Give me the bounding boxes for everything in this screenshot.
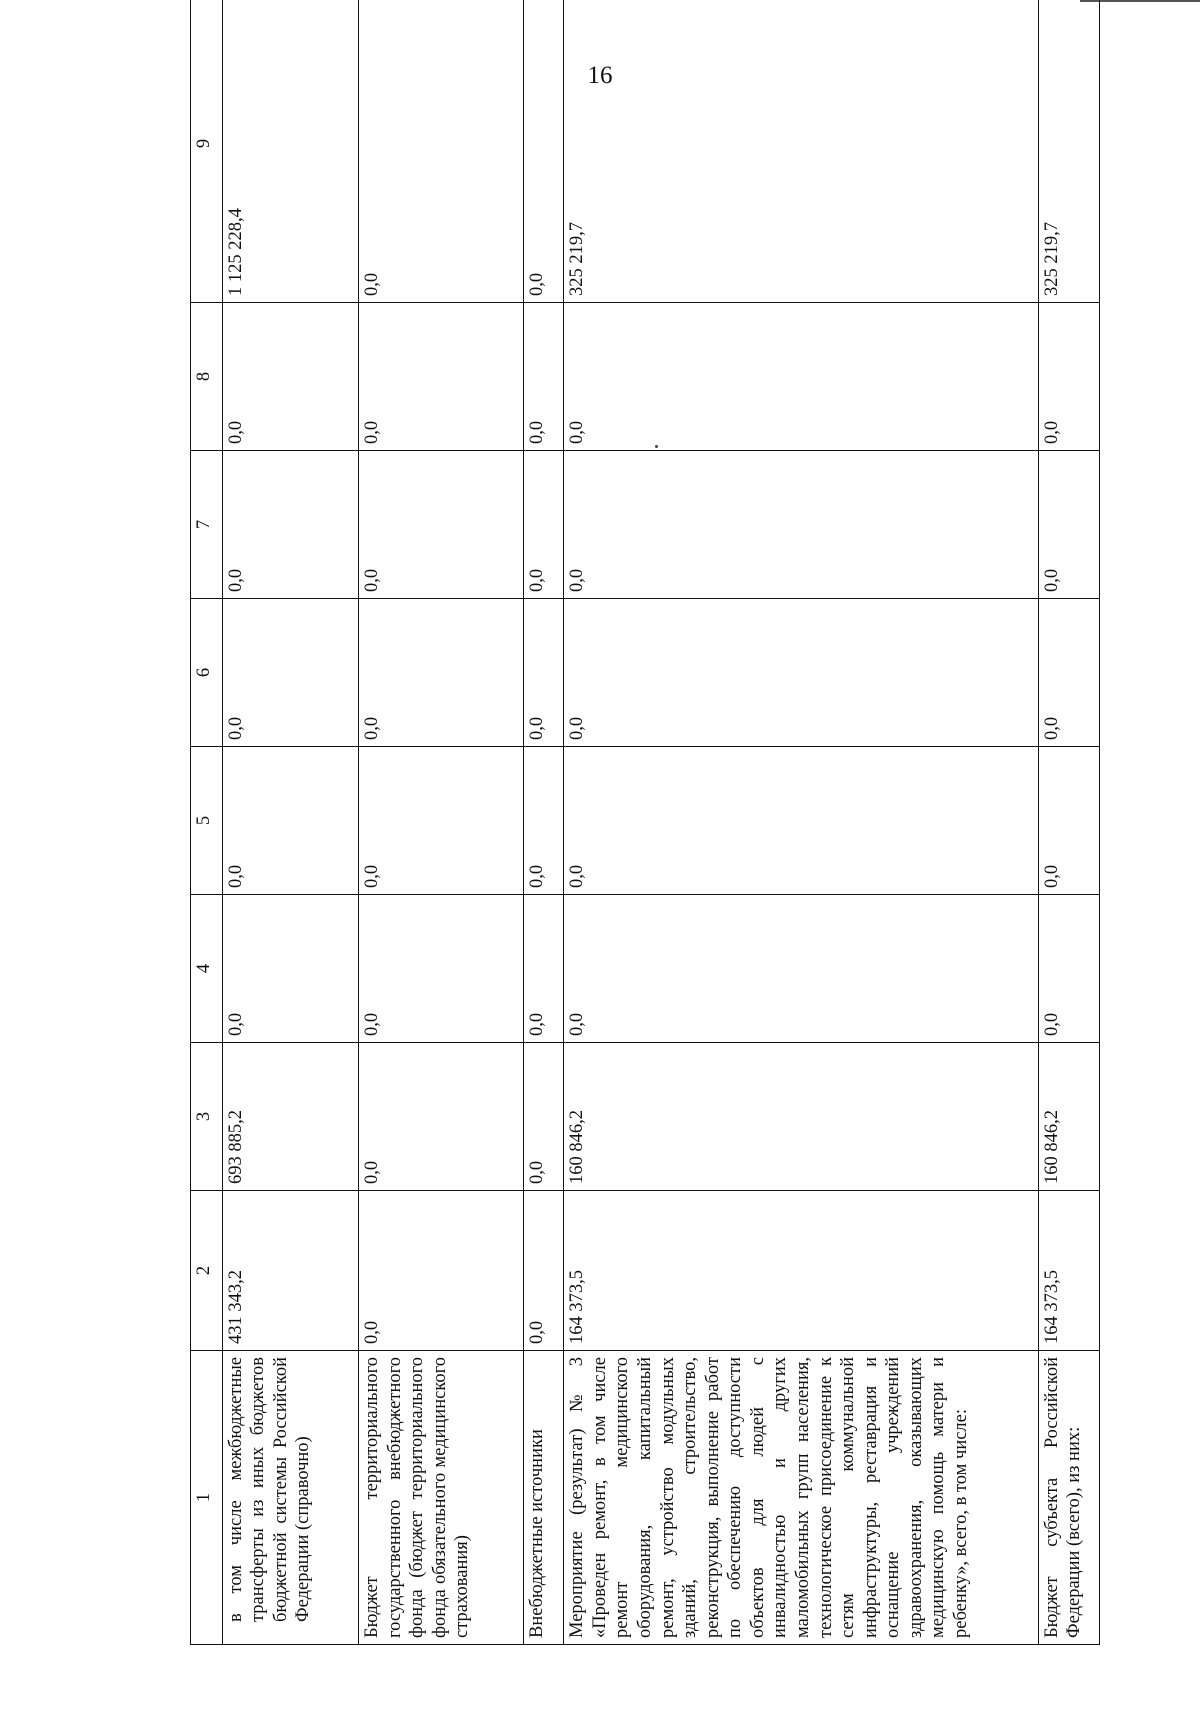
- value-cell: 0,0: [222, 303, 358, 451]
- value-cell: 431 343,2: [222, 1191, 358, 1351]
- value-cell: 0,0: [358, 599, 523, 747]
- value-cell: 0,0: [523, 303, 563, 451]
- value-cell: 0,0: [564, 895, 1038, 1043]
- value-cell: 0,0: [523, 1191, 563, 1351]
- value-cell: 0,0: [564, 599, 1038, 747]
- value-cell: 0,0: [564, 451, 1038, 599]
- value-cell: 0,0: [523, 747, 563, 895]
- table-row: [523, 0, 563, 1645]
- table-row: [358, 0, 523, 1645]
- value-cell: 0,0: [358, 1043, 523, 1191]
- value-cell: 0,0: [564, 747, 1038, 895]
- value-cell: 0,0: [1038, 303, 1099, 451]
- table-row: [564, 0, 1038, 1645]
- value-cell: 0,0: [222, 747, 358, 895]
- header-cell: 7: [191, 451, 223, 599]
- value-cell: 0,0: [358, 747, 523, 895]
- value-cell: 0,0: [1038, 451, 1099, 599]
- page-number: 16: [587, 62, 613, 89]
- header-cell: 6: [191, 599, 223, 747]
- value-cell: 164 373,5: [1038, 1191, 1099, 1351]
- value-cell: 325 219,7: [564, 0, 1038, 303]
- value-cell: 0,0: [358, 895, 523, 1043]
- value-cell: 325 219,7: [1038, 0, 1099, 303]
- header-cell: 9: [191, 0, 223, 303]
- value-cell: 0,0: [222, 451, 358, 599]
- header-cell: 2: [191, 1191, 223, 1351]
- value-cell: 0,0: [564, 303, 1038, 451]
- financing-table: [190, 0, 1100, 1645]
- value-cell: 0,0: [523, 0, 563, 303]
- header-cell: 5: [191, 747, 223, 895]
- value-cell: 1 125 228,4: [222, 0, 358, 303]
- value-cell: 693 885,2: [222, 1043, 358, 1191]
- value-cell: 0,0: [1038, 895, 1099, 1043]
- rotated-table-wrapper: [190, 0, 1100, 1645]
- value-cell: 0,0: [358, 0, 523, 303]
- value-cell: 160 846,2: [1038, 1043, 1099, 1191]
- row-description: Бюджет субъекта Российской Федерации (всего), из них:: [1038, 1351, 1099, 1645]
- value-cell: 0,0: [1038, 599, 1099, 747]
- value-cell: 0,0: [1038, 747, 1099, 895]
- value-cell: 0,0: [523, 451, 563, 599]
- header-cell: 8: [191, 303, 223, 451]
- table-row: [1038, 0, 1099, 1645]
- value-cell: 164 373,5: [564, 1191, 1038, 1351]
- row-description: Внебюджетные источники: [523, 1351, 563, 1645]
- table-row: [222, 0, 358, 1645]
- header-cell: 4: [191, 895, 223, 1043]
- value-cell: 0,0: [222, 895, 358, 1043]
- value-cell: 0,0: [358, 451, 523, 599]
- value-cell: 0,0: [523, 895, 563, 1043]
- header-cell: 3: [191, 1043, 223, 1191]
- value-cell: 0,0: [358, 303, 523, 451]
- row-description: Бюджет территориального государственного внебюджетного фонда (бюджет территориального фонда обязательного медицинского страхования): [358, 1351, 523, 1645]
- value-cell: 160 846,2: [564, 1043, 1038, 1191]
- row-description: Мероприятие (результат) № 3 «Проведен ремонт, в том числе ремонт медицинского оборудования, капитальный ремонт, устройство модульных зданий, строительство, реконструкция, выполнение работ по обеспечению доступности объектов для людей с инвалидностью и других маломобильных групп населения, технологическое присоединение к сетям коммунальной инфраструктуры, реставрация и оснащение учреждений здравоохранения, оказывающих медицинскую помощь матери и ребенку», всего, в том числе:: [564, 1351, 1038, 1645]
- row-description: в том числе межбюджетные трансферты из иных бюджетов бюджетной системы Российской Федерации (справочно): [222, 1351, 358, 1645]
- header-cell: 1: [191, 1351, 223, 1645]
- value-cell: 0,0: [358, 1191, 523, 1351]
- table-header-row: [191, 0, 223, 1645]
- value-cell: 0,0: [222, 599, 358, 747]
- value-cell: 0,0: [523, 1043, 563, 1191]
- value-cell: 0,0: [523, 599, 563, 747]
